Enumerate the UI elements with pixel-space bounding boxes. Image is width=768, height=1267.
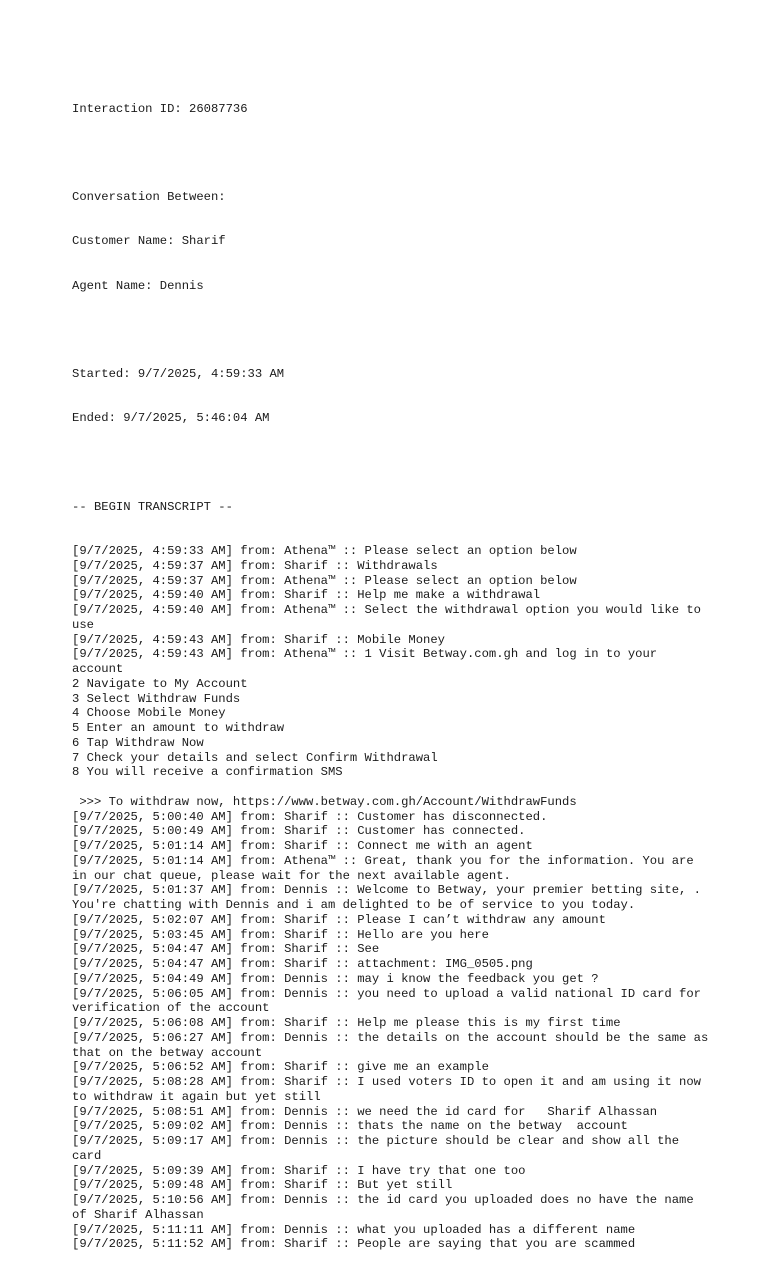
- transcript-line: 3 Select Withdraw Funds: [72, 691, 241, 706]
- started-time: Started: 9/7/2025, 4:59:33 AM: [72, 367, 285, 381]
- transcript-line: [9/7/2025, 5:10:56 AM] from: Dennis :: the id card you uploaded does no have the name of Sharif Alhassan: [72, 1193, 701, 1222]
- transcript-line: [9/7/2025, 4:59:43 AM] from: Athena™ :: 1 Visit Betway.com.gh and log in to your account: [72, 647, 665, 676]
- transcript-line: [9/7/2025, 5:03:45 AM] from: Sharif :: Hello are you here: [72, 927, 489, 942]
- transcript-lines: [72, 544, 716, 1252]
- transcript-line: [9/7/2025, 5:06:52 AM] from: Sharif :: give me an example: [72, 1060, 489, 1075]
- transcript-line: [9/7/2025, 5:11:52 AM] from: Sharif :: People are saying that you are scammed: [72, 1237, 636, 1252]
- transcript-line: [9/7/2025, 5:09:39 AM] from: Sharif :: I have try that one too: [72, 1163, 526, 1178]
- transcript-line: [9/7/2025, 4:59:37 AM] from: Sharif :: Withdrawals: [72, 558, 438, 573]
- transcript-line: [9/7/2025, 5:06:27 AM] from: Dennis :: the details on the account should be the same as that on the betway account: [72, 1030, 716, 1060]
- transcript-line: [9/7/2025, 5:06:05 AM] from: Dennis :: you need to upload a valid national ID card for verification of the account: [72, 986, 709, 1016]
- transcript-line: [9/7/2025, 4:59:40 AM] from: Athena™ :: Select the withdrawal option you would like to use: [72, 603, 709, 632]
- transcript-line: [9/7/2025, 4:59:40 AM] from: Sharif :: Help me make a withdrawal: [72, 588, 541, 603]
- transcript-line: [9/7/2025, 5:02:07 AM] from: Sharif :: Please I can’t withdraw any amount: [72, 912, 606, 927]
- spacer: [72, 323, 712, 338]
- spacer: [72, 146, 712, 161]
- transcript-line: [9/7/2025, 5:04:47 AM] from: Sharif :: See: [72, 942, 380, 957]
- spacer: [72, 456, 712, 471]
- transcript-line: [9/7/2025, 5:00:49 AM] from: Sharif :: Customer has connected.: [72, 824, 526, 839]
- agent-name: Agent Name: Dennis: [72, 278, 204, 293]
- transcript-line: [9/7/2025, 5:09:48 AM] from: Sharif :: But yet still: [72, 1178, 453, 1193]
- transcript-line: >>> To withdraw now, https://www.betway.com.gh/Account/WithdrawFunds: [72, 794, 577, 809]
- transcript-line: [9/7/2025, 4:59:43 AM] from: Sharif :: Mobile Money: [72, 632, 445, 647]
- ended-time: Ended: 9/7/2025, 5:46:04 AM: [72, 411, 270, 426]
- transcript-begin-marker: -- BEGIN TRANSCRIPT --: [72, 499, 233, 514]
- customer-name: Customer Name: Sharif: [72, 234, 226, 249]
- transcript-line: [9/7/2025, 5:08:28 AM] from: Sharif :: I used voters ID to open it and am using it now to withdraw it again but yet still: [72, 1075, 709, 1104]
- transcript-line: [9/7/2025, 5:06:08 AM] from: Sharif :: Help me please this is my first time: [72, 1016, 621, 1030]
- transcript-line: [9/7/2025, 5:01:14 AM] from: Sharif :: Connect me with an agent: [72, 839, 533, 853]
- transcript-line: 8 You will receive a confirmation SMS: [72, 765, 343, 780]
- transcript-line: [9/7/2025, 5:09:17 AM] from: Dennis :: the picture should be clear and show all the card: [72, 1134, 687, 1163]
- transcript-document: [72, 72, 716, 1267]
- transcript-line: [9/7/2025, 5:08:51 AM] from: Dennis :: we need the id card for Sharif Alhassan: [72, 1104, 658, 1119]
- transcript-line: 7 Check your details and select Confirm Withdrawal: [72, 750, 438, 765]
- transcript-line: 4 Choose Mobile Money: [72, 706, 226, 721]
- transcript-line: [9/7/2025, 5:01:37 AM] from: Dennis :: Welcome to Betway, your premier betting site, . You're chatting with Dennis and i am delighted to be of service to you today.: [72, 883, 709, 912]
- transcript-line: [9/7/2025, 5:01:14 AM] from: Athena™ :: Great, thank you for the information. You are in our chat queue, please wait for the next available agent.: [72, 853, 701, 883]
- transcript-line: [9/7/2025, 5:04:49 AM] from: Dennis :: may i know the feedback you get ?: [72, 971, 599, 986]
- transcript-line: 2 Navigate to My Account: [72, 676, 248, 691]
- transcript-line: [9/7/2025, 4:59:33 AM] from: Athena™ :: Please select an option below: [72, 544, 577, 558]
- transcript-line: [9/7/2025, 5:00:40 AM] from: Sharif :: Customer has disconnected.: [72, 809, 548, 824]
- interaction-id: Interaction ID: 26087736: [72, 101, 248, 116]
- transcript-line: 5 Enter an amount to withdraw: [72, 721, 285, 735]
- transcript-line: [9/7/2025, 5:09:02 AM] from: Dennis :: thats the name on the betway account: [72, 1119, 628, 1134]
- transcript-line: [9/7/2025, 5:04:47 AM] from: Sharif :: attachment: IMG_0505.png: [72, 957, 533, 971]
- spacer: [72, 780, 712, 795]
- transcript-line: [9/7/2025, 5:11:11 AM] from: Dennis :: what you uploaded has a different name: [72, 1222, 636, 1237]
- conversation-between-label: Conversation Between:: [72, 190, 226, 204]
- transcript-line: 6 Tap Withdraw Now: [72, 735, 204, 750]
- transcript-line: [9/7/2025, 4:59:37 AM] from: Athena™ :: Please select an option below: [72, 573, 577, 588]
